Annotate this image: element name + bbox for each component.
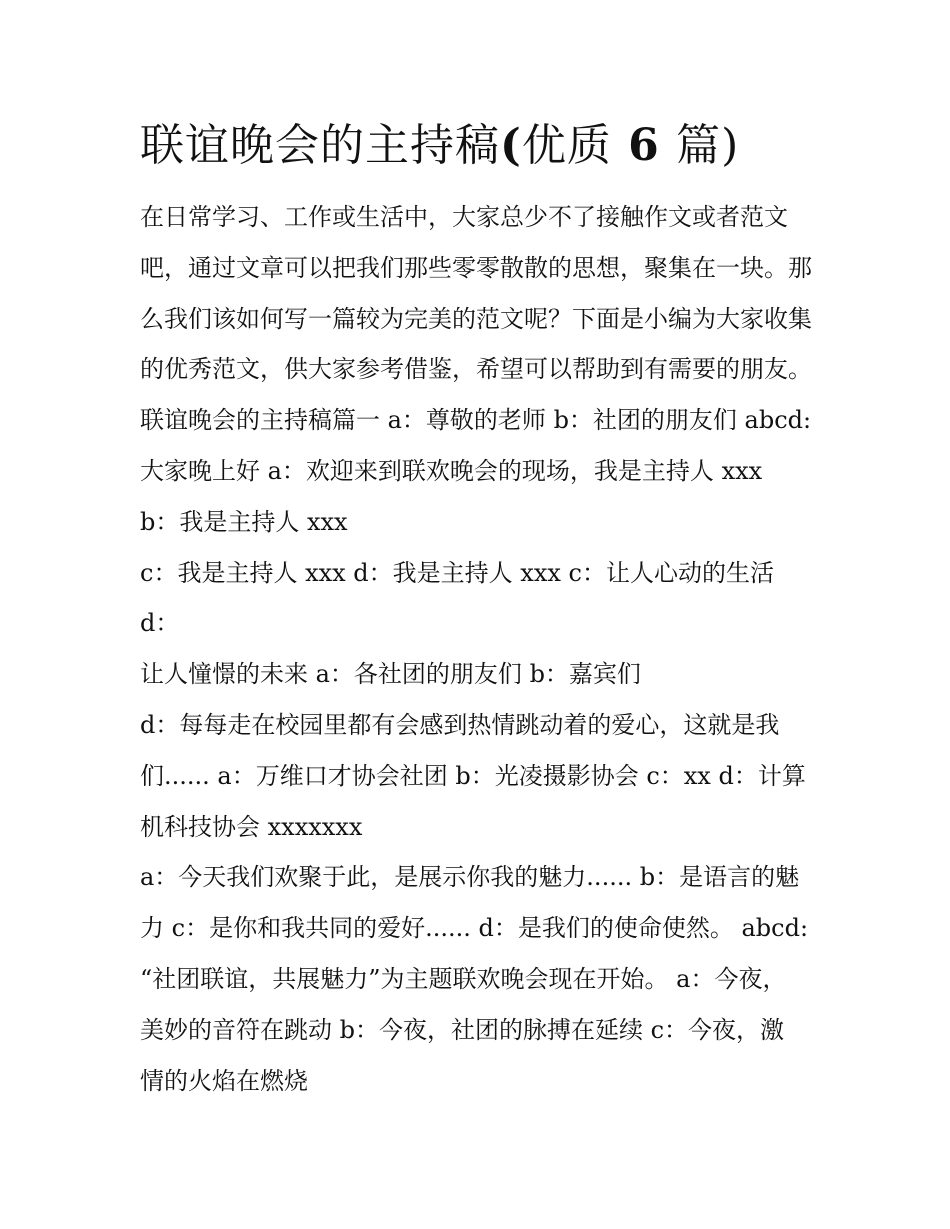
script-paragraph: 联谊晚会的主持稿篇一 a：尊敬的老师 b：社团的朋友们 abcd: 大家晚上好 a：欢迎来到联欢晚会的现场，我是主持人 xxx [140,406,812,485]
intro-paragraph: 在日常学习、工作或生活中，大家总少不了接触作文或者范文吧，通过文章可以把我们那些零零散散的思想，聚集在一块。那么我们该如何写一篇较为完美的范文呢？下面是小编为大家收集的优秀范文，供大家参考借鉴，希望可以帮助到有需要的朋友。 [140,203,812,384]
script-paragraph: b：我是主持人 xxx [140,507,348,536]
title-prefix: 联谊晚会的主持稿 [140,120,500,171]
script-paragraph: a：今天我们欢聚于此，是展示你我的魅力...... b：是语言的魅 力 c：是你和我共同的爱好...... d：是我们的使命使然。 abcd: “社团联谊，共展魅力”为主题联欢晚会现在开始。 a：今夜， 美妙的音符在跳动 b：今夜，社团的脉搏在延续 c：今夜，激 情的火焰在燃烧 [140,863,809,1095]
document-title [140,108,820,184]
title-suffix: 篇) [676,120,740,171]
title-number: 6 [611,120,677,171]
script-paragraph: c：我是主持人 xxx d：我是主持人 xxx c：让人心动的生活 d： 让人憧憬的未来 a：各社团的朋友们 b：嘉宾们 [140,558,774,689]
title-paren-open: ( [500,120,522,171]
script-paragraph: d：每每走在校园里都有会感到热情跳动着的爱心，这就是我 们...... a：万维口才协会社团 b：光凌摄影协会 c：xx d：计算 机科技协会 xxxxxxx [140,710,806,841]
document-page [140,108,820,1106]
title-mid: 优质 [521,120,612,171]
